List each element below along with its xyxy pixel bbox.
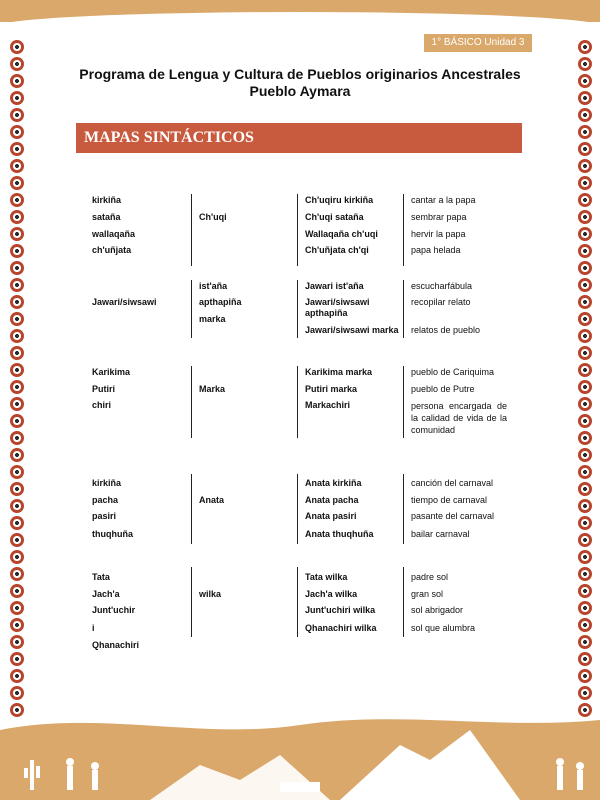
border-motif-icon xyxy=(10,57,24,71)
border-motif-icon xyxy=(578,618,592,632)
border-motif-icon xyxy=(10,448,24,462)
translation: sol abrigador xyxy=(411,605,464,615)
border-motif-icon xyxy=(578,482,592,496)
border-motif-icon xyxy=(578,448,592,462)
root-word: Tata xyxy=(92,572,110,582)
compound-word: Anata thuqhuña xyxy=(305,529,374,539)
border-motif-icon xyxy=(10,142,24,156)
border-motif-icon xyxy=(578,227,592,241)
border-motif-icon xyxy=(10,176,24,190)
border-motif-icon xyxy=(10,108,24,122)
border-motif-icon xyxy=(578,550,592,564)
border-motif-icon xyxy=(10,363,24,377)
border-motif-icon xyxy=(578,142,592,156)
border-motif-icon xyxy=(578,91,592,105)
border-motif-icon xyxy=(10,499,24,513)
border-motif-icon xyxy=(578,635,592,649)
border-motif-icon xyxy=(10,278,24,292)
border-motif-icon xyxy=(578,193,592,207)
column-divider xyxy=(297,366,298,438)
border-motif-icon xyxy=(578,414,592,428)
border-motif-icon xyxy=(578,431,592,445)
root-word: pasiri xyxy=(92,511,117,521)
translation: papa helada xyxy=(411,245,461,255)
translation: sol que alumbra xyxy=(411,623,476,633)
border-motif-icon xyxy=(10,533,24,547)
border-motif-icon xyxy=(10,193,24,207)
border-motif-icon xyxy=(10,584,24,598)
border-motif-icon xyxy=(10,482,24,496)
translation: pueblo de Putre xyxy=(411,384,475,394)
column-divider xyxy=(191,366,192,438)
translation: sembrar papa xyxy=(411,212,467,222)
border-motif-icon xyxy=(10,40,24,54)
border-motif-icon xyxy=(10,295,24,309)
border-motif-icon xyxy=(578,125,592,139)
border-motif-icon xyxy=(578,652,592,666)
border-motif-icon xyxy=(578,686,592,700)
bottom-landscape-illustration xyxy=(0,700,600,800)
border-motif-icon xyxy=(10,635,24,649)
compound-word: Karikima marka xyxy=(305,367,373,377)
border-motif-icon xyxy=(578,159,592,173)
translation: hervir la papa xyxy=(411,229,466,239)
column-divider xyxy=(297,280,298,338)
column-divider xyxy=(191,474,192,544)
right-decorative-border xyxy=(576,40,594,720)
column-divider xyxy=(191,280,192,338)
translation: canción del carnaval xyxy=(411,478,494,488)
root-word: ch'uñjata xyxy=(92,245,132,255)
column-divider xyxy=(403,567,404,637)
border-motif-icon xyxy=(578,669,592,683)
translation: pueblo de Cariquima xyxy=(411,367,495,377)
border-motif-icon xyxy=(578,40,592,54)
root-word: wallaqaña xyxy=(92,229,136,239)
border-motif-icon xyxy=(10,567,24,581)
border-motif-icon xyxy=(578,329,592,343)
key-word: Ch'uqi xyxy=(199,212,227,222)
root-word: i xyxy=(92,623,95,633)
key-word: apthapiña xyxy=(199,297,242,307)
compound-word: Tata wilka xyxy=(305,572,348,582)
border-motif-icon xyxy=(10,686,24,700)
key-word: Marka xyxy=(199,384,226,394)
compound-word: Qhanachiri wilka xyxy=(305,623,377,633)
border-motif-icon xyxy=(578,363,592,377)
border-motif-icon xyxy=(578,108,592,122)
border-motif-icon xyxy=(578,210,592,224)
border-motif-icon xyxy=(578,346,592,360)
border-motif-icon xyxy=(10,431,24,445)
border-motif-icon xyxy=(578,397,592,411)
section-header xyxy=(76,123,522,153)
border-motif-icon xyxy=(10,159,24,173)
column-divider xyxy=(191,567,192,637)
key-word: ist'aña xyxy=(199,281,228,291)
root-word: chiri xyxy=(92,400,112,410)
key-word: marka xyxy=(199,314,226,324)
border-motif-icon xyxy=(578,567,592,581)
border-motif-icon xyxy=(10,414,24,428)
border-motif-icon xyxy=(578,499,592,513)
border-motif-icon xyxy=(10,329,24,343)
column-divider xyxy=(403,474,404,544)
border-motif-icon xyxy=(10,346,24,360)
border-motif-icon xyxy=(10,244,24,258)
border-motif-icon xyxy=(578,295,592,309)
border-motif-icon xyxy=(10,210,24,224)
root-word: kirkiña xyxy=(92,195,122,205)
border-motif-icon xyxy=(578,278,592,292)
border-motif-icon xyxy=(578,601,592,615)
compound-word: Ch'uñjata ch'qi xyxy=(305,245,369,255)
root-word: kirkiña xyxy=(92,478,122,488)
column-divider xyxy=(403,280,404,338)
root-word: pacha xyxy=(92,495,119,505)
border-motif-icon xyxy=(578,74,592,88)
border-motif-icon xyxy=(578,584,592,598)
border-motif-icon xyxy=(10,74,24,88)
translation: recopilar relato xyxy=(411,297,471,307)
column-divider xyxy=(297,194,298,266)
translation: escucharfábula xyxy=(411,281,473,291)
border-motif-icon xyxy=(10,397,24,411)
translation: padre sol xyxy=(411,572,449,582)
key-word: wilka xyxy=(199,589,222,599)
compound-word: Jach'a wilka xyxy=(305,589,358,599)
translation: pasante del carnaval xyxy=(411,511,495,521)
compound-word: Anata pacha xyxy=(305,495,359,505)
grade-tag: 1° BÁSICO Unidad 3 xyxy=(424,34,532,52)
root-word: Jawari/siwsawi xyxy=(92,297,157,307)
border-motif-icon xyxy=(10,601,24,615)
column-divider xyxy=(403,366,404,438)
compound-word: Wallaqaña ch'uqi xyxy=(305,229,378,239)
border-motif-icon xyxy=(578,380,592,394)
border-motif-icon xyxy=(578,261,592,275)
root-word: sataña xyxy=(92,212,121,222)
column-divider xyxy=(191,194,192,266)
root-word: Karikima xyxy=(92,367,131,377)
translation: tiempo de carnaval xyxy=(411,495,488,505)
compound-word: Jawari/siwsawi apthapiña xyxy=(305,297,370,318)
document-subtitle: Pueblo Aymara xyxy=(249,83,351,99)
border-motif-icon xyxy=(578,465,592,479)
border-motif-icon xyxy=(578,244,592,258)
translation: cantar a la papa xyxy=(411,195,476,205)
root-word: Junt'uchir xyxy=(92,605,136,615)
translation: gran sol xyxy=(411,589,444,599)
left-decorative-border xyxy=(8,40,26,720)
border-motif-icon xyxy=(10,261,24,275)
border-motif-icon xyxy=(578,516,592,530)
border-motif-icon xyxy=(10,380,24,394)
root-word: Putiri xyxy=(92,384,116,394)
border-motif-icon xyxy=(10,227,24,241)
top-decorative-band xyxy=(0,0,600,22)
compound-word: Anata kirkiña xyxy=(305,478,362,488)
compound-word: Jawari/siwsawi marka xyxy=(305,325,399,335)
translation: bailar carnaval xyxy=(411,529,470,539)
border-motif-icon xyxy=(578,533,592,547)
document-title: Programa de Lengua y Cultura de Pueblos originarios Ancestrales xyxy=(79,66,521,82)
border-motif-icon xyxy=(578,312,592,326)
root-word: Jach'a xyxy=(92,589,120,599)
compound-word: Junt'uchiri wilka xyxy=(305,605,376,615)
border-motif-icon xyxy=(10,465,24,479)
root-word: thuqhuña xyxy=(92,529,133,539)
compound-word: Anata pasiri xyxy=(305,511,357,521)
key-word: Anata xyxy=(199,495,225,505)
compound-word: Jawari ist'aña xyxy=(305,281,364,291)
border-motif-icon xyxy=(10,550,24,564)
translation: persona encargada de la calidad de vida de la comunidad xyxy=(411,401,507,435)
column-divider xyxy=(297,567,298,637)
border-motif-icon xyxy=(10,618,24,632)
translation: relatos de pueblo xyxy=(411,325,481,335)
border-motif-icon xyxy=(578,176,592,190)
border-motif-icon xyxy=(578,57,592,71)
column-divider xyxy=(403,194,404,266)
border-motif-icon xyxy=(10,91,24,105)
border-motif-icon xyxy=(10,669,24,683)
compound-word: Ch'uqiru kirkiña xyxy=(305,195,374,205)
border-motif-icon xyxy=(10,652,24,666)
border-motif-icon xyxy=(10,312,24,326)
top-wave xyxy=(0,12,600,26)
compound-word: Markachiri xyxy=(305,400,351,410)
section-title: MAPAS SINTÁCTICOS xyxy=(84,129,254,146)
root-word: Qhanachiri xyxy=(92,640,140,650)
compound-word: Putiri marka xyxy=(305,384,358,394)
column-divider xyxy=(297,474,298,544)
border-motif-icon xyxy=(10,516,24,530)
border-motif-icon xyxy=(10,125,24,139)
compound-word: Ch'uqi sataña xyxy=(305,212,364,222)
